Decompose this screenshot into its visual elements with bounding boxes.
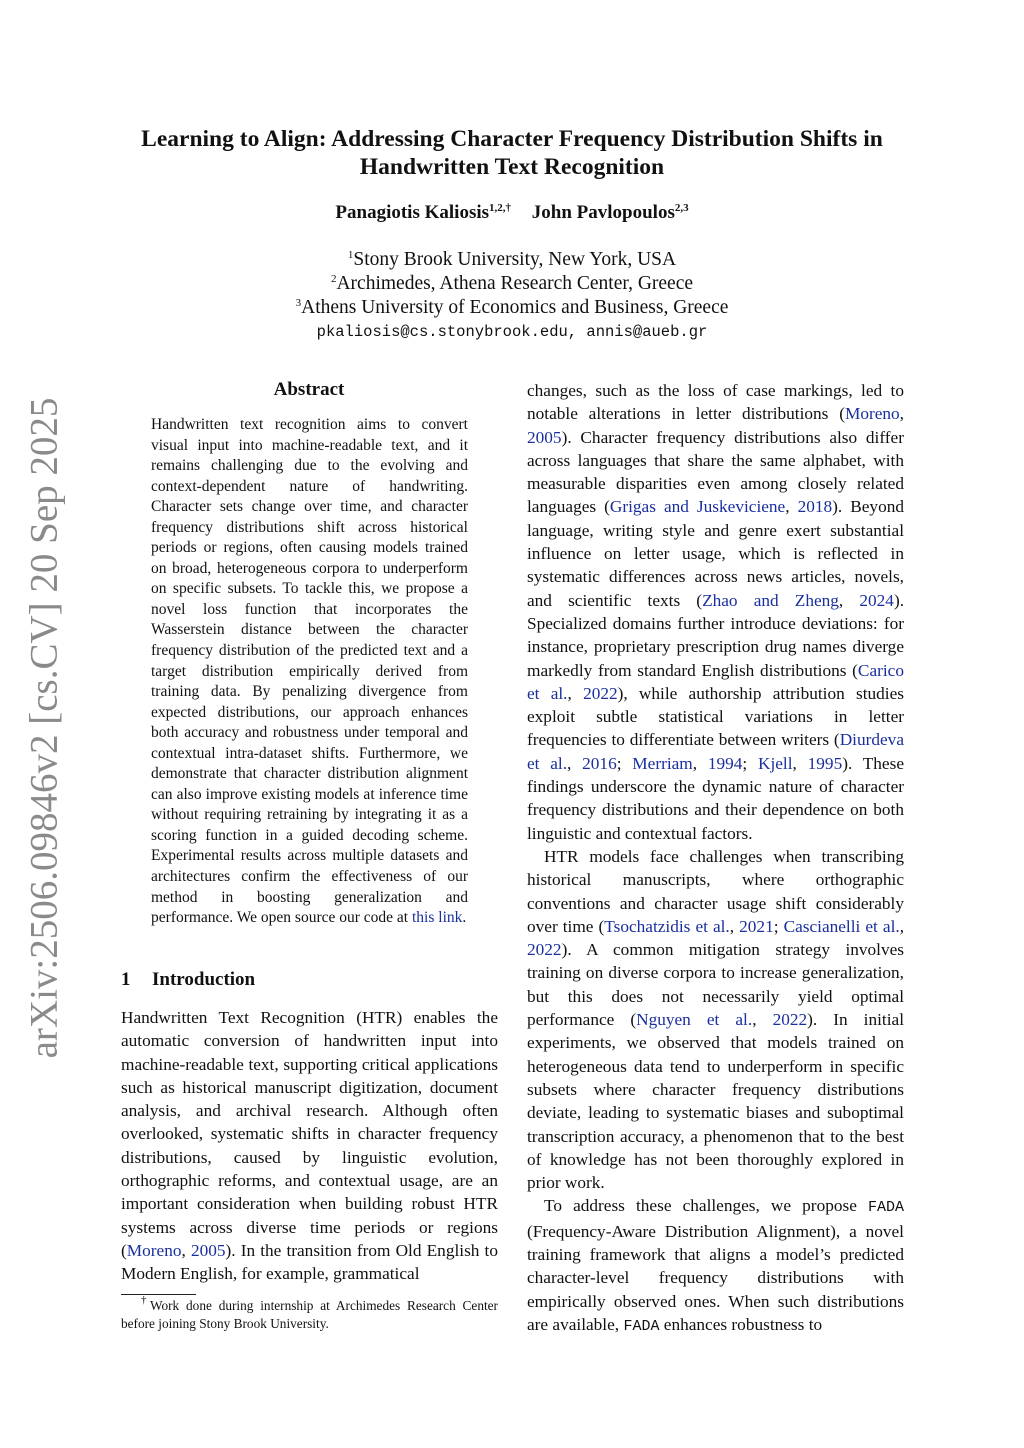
citation-link[interactable]: Kjell (757, 753, 793, 773)
citation-link[interactable]: 2022 (527, 940, 562, 960)
footnote-text: Work done during internship at Archimedes Research Center before joining Stony Brook University. (121, 1298, 498, 1331)
citation-link[interactable]: Carico et al. (527, 660, 904, 703)
text-run: , (785, 497, 798, 517)
citation-link[interactable]: 2018 (797, 497, 833, 517)
affiliation-text: Archimedes, Athena Research Center, Greece (336, 273, 694, 294)
author-emails: pkaliosis@cs.stonybrook.edu, annis@aueb.gr (316, 323, 708, 341)
affiliation-3 (100, 296, 924, 320)
citation-link[interactable]: Moreno (126, 1240, 182, 1260)
author-name: John Pavlopoulos (531, 202, 675, 223)
title-line-2: Handwritten Text Recognition (359, 154, 665, 180)
title-line-1: Learning to Align: Addressing Character Frequency Distribution Shifts in (141, 126, 883, 152)
affiliation-text: Athens University of Economics and Business, Greece (301, 297, 729, 318)
text-run: , (752, 1010, 773, 1030)
text-run: ). Beyond language, writing style and genre exert substantial influence on letter usage, which is reflected in systematic differences across news articles, novels, and scientific texts ( (527, 497, 904, 610)
text-run: , (792, 753, 808, 773)
intro-paragraph-3 (527, 1194, 904, 1338)
text-run: , (181, 1240, 191, 1260)
text-run: (Frequency-Aware Distribution Alignment), a novel training framework that aligns a model’s predicted character-level frequency distributions with empirically observed ones. When such distributions are available, (527, 1221, 904, 1334)
text-run: ). In the transition from Old English to Modern English, for example, grammatical (121, 1240, 498, 1284)
citation-link[interactable]: Zhao and Zheng (702, 590, 839, 610)
text-run: ; (773, 916, 784, 936)
citation-link[interactable]: 2005 (527, 427, 562, 447)
method-name: FADA (867, 1199, 904, 1217)
author-list (100, 201, 924, 225)
citation-link[interactable]: Grigas and Juskeviciene (609, 497, 786, 517)
author-2 (532, 202, 689, 223)
affiliation-2 (100, 272, 924, 296)
citation-link[interactable]: 1995 (807, 753, 843, 773)
text-run: ), while authorship attribution studies exploit subtle statistical variations in letter frequencies to differentiate between writers ( (527, 683, 904, 750)
footnote-mark: † (141, 1294, 150, 1306)
text-run: ). These findings underscore the dynamic nature of character frequency distributions and their dependence on both linguistic and contextual factors. (527, 753, 904, 843)
citation-link[interactable]: Cascianelli et al. (783, 916, 900, 936)
citation-link[interactable]: 2024 (859, 590, 894, 610)
section-heading-introduction (121, 968, 498, 992)
text-run: , (899, 404, 904, 424)
author-1 (335, 202, 511, 223)
abstract-end: . (462, 909, 467, 927)
citation-link[interactable]: Moreno (844, 404, 900, 424)
text-run: ). A common mitigation strategy involves training on diverse corpora to increase generalization, but this does not necessarily yield optimal performance ( (527, 940, 904, 1030)
paper-title (100, 125, 924, 181)
section-number: 1 (121, 969, 131, 990)
affiliation-mark: 3 (295, 297, 302, 309)
code-link[interactable]: this link (412, 909, 463, 927)
text-run: , (692, 753, 708, 773)
method-name: FADA (623, 1317, 660, 1335)
citation-link[interactable]: 2016 (582, 753, 617, 773)
citation-link[interactable]: Diurdeva et al. (527, 730, 904, 773)
text-run: ; (742, 753, 758, 773)
citation-link[interactable]: Nguyen et al. (636, 1010, 753, 1030)
text-run: To address these challenges, we propose (544, 1196, 868, 1216)
text-run: , (567, 753, 583, 773)
citation-link[interactable]: 2022 (772, 1010, 808, 1030)
affiliation-mark: 1 (347, 249, 354, 261)
section-title: Introduction (152, 969, 256, 990)
text-run: , (899, 916, 905, 936)
abstract-text: Handwritten text recognition aims to convert visual input into machine-readable text, and it remains challenging due to the evolving and context-dependent nature of handwriting. Character sets change over time, and character frequency distributions shift across historical periods or regions, often causing models trained on broad, heterogeneous corpora to underperform on specific subsets. To tackle this, we propose a novel loss function that incorporates the Wasserstein distance between the character frequency distribution of the predicted text and a target distribution empirically derived from training data. By penalizing divergence from expected distributions, our approach enhances both accuracy and robustness under temporal and contextual intra-dataset shifts. Furthermore, we demonstrate that character distribution alignment can also improve existing models at inference time without requiring retraining by integrating it as a scoring function in a guided decoding scheme. Experimental results across multiple datasets and architectures confirm the effectiveness of our method in boosting generalization and performance. We open source our code at (151, 416, 468, 927)
citation-link[interactable]: Tsochatzidis et al. (604, 916, 730, 936)
author-affiliation-mark: 2,3 (674, 202, 689, 214)
intro-paragraph-2 (527, 845, 904, 1194)
text-run: HTR models face challenges when transcribing historical manuscripts, where orthographic conventions and character usage shift considerably over time ( (527, 846, 904, 936)
text-run: Handwritten Text Recognition (HTR) enables the automatic conversion of handwritten input into machine-readable text, supporting critical applications such as historical manuscript digitization, document analysis, and archival research. Although often overlooked, systematic shifts in character frequency distributions, caused by linguistic evolution, orthographic reforms, and contextual usage, are an important consideration when building robust HTR systems across diverse time periods or regions ( (121, 1008, 498, 1260)
text-run: , (838, 590, 860, 610)
text-run: , (567, 683, 584, 703)
footnote-rule (121, 1294, 196, 1295)
footnote (121, 1294, 498, 1332)
text-run: ). Specialized domains further introduce deviations: for instance, proprietary prescription drug names diverge markedly from standard English distributions ( (527, 590, 905, 680)
right-column-body (527, 379, 904, 1338)
text-run: changes, such as the loss of case markings, led to notable alterations in letter distributions ( (527, 381, 904, 424)
affiliation-text: Stony Brook University, New York, USA (353, 249, 677, 270)
citation-link[interactable]: 2021 (739, 916, 774, 936)
affiliation-1 (100, 248, 924, 272)
intro-paragraph-1 (121, 1006, 498, 1286)
citation-link[interactable]: 1994 (707, 753, 743, 773)
text-run: ). In initial experiments, we observed that models trained on heterogeneous data tend to underperform in specific subsets where character frequency distributions deviate, leading to systematic biases and suboptimal transcription accuracy, a phenomenon that to the best of knowledge has not been thoroughly explored in prior work. (527, 1010, 905, 1193)
author-affiliation-mark: 1,2,† (489, 202, 512, 214)
left-column-body (121, 1006, 498, 1286)
text-run: enhances robustness to (659, 1314, 823, 1334)
citation-link[interactable]: 2022 (583, 683, 618, 703)
affiliation-mark: 2 (330, 273, 337, 285)
citation-link[interactable]: Merriam (632, 753, 693, 773)
citation-link[interactable]: 2005 (190, 1240, 226, 1260)
author-name: Panagiotis Kaliosis (335, 202, 490, 223)
text-run: , (729, 916, 740, 936)
affiliation-list (100, 248, 924, 320)
arxiv-identifier-stamp: arXiv:2506.09846v2 [cs.CV] 20 Sep 2025 (22, 397, 66, 1059)
text-run: ). Character frequency distributions also differ across languages that share the same alphabet, with measurable disparities even among closely related languages ( (527, 427, 904, 517)
text-run: ; (616, 753, 633, 773)
abstract-body (151, 415, 468, 929)
abstract-heading: Abstract (273, 379, 345, 400)
intro-paragraph-1-continued (527, 379, 904, 845)
